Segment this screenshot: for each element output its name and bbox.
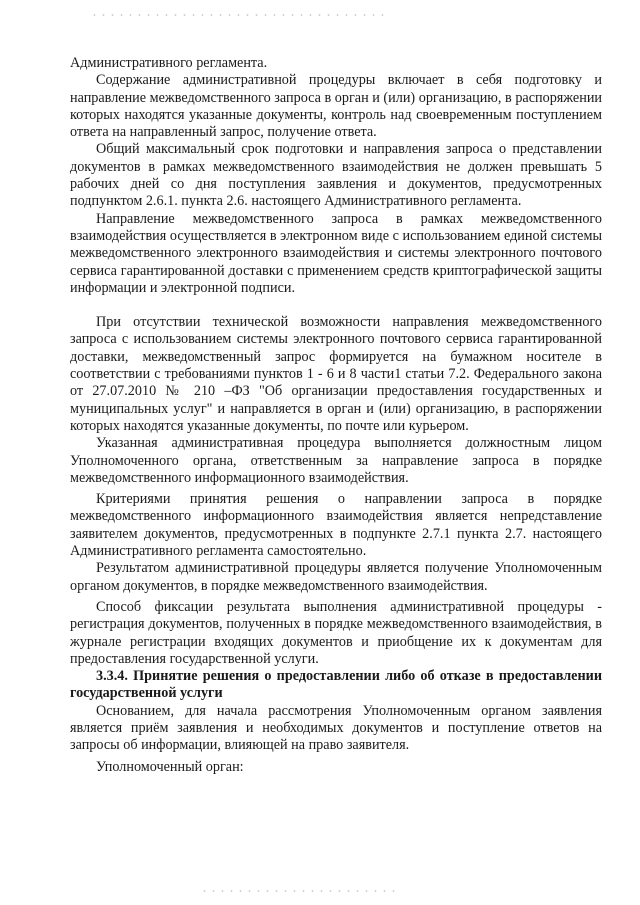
scan-artifact-top <box>90 12 390 18</box>
paragraph-max-term: Общий максимальный срок подготовки и направления запроса о представлении документов в рамках межведомственного взаимодействия не должен превышать 5 рабочих дней со дня поступления заявления и документов, предусмотренных подпунктом 2.6.1. пункта 2.6. настоящего Административного регламента. <box>70 141 602 210</box>
paragraph-result: Результатом административной процедуры является получение Уполномоченным органом документов, в порядке межведомственного взаимодействия. <box>70 560 602 594</box>
paragraph-regulation-end: Административного регламента. <box>70 55 268 71</box>
paragraph-criteria: Критериями принятия решения о направлении запроса в порядке межведомственного информационного взаимодействия является непредставление заявителем документов, предусмотренных в подпункте 2.7.1 пункта 2.7. настоящего Административного регламента самостоятельно. <box>70 491 602 560</box>
paragraph-grounds: Основанием, для начала рассмотрения Уполномоченным органом заявления является приём заявления и необходимых документов и поступление ответов на запросы об информации, влияющей на право заявителя. <box>70 702 602 754</box>
paragraph-fixation-method: Способ фиксации результата выполнения административной процедуры - регистрация документов, полученных в порядке межведомственного взаимодействия, в журнале регистрации входящих документов и приобщение их к документам для предоставления государственной услуги. <box>70 598 602 667</box>
paragraph-paper-request: При отсутствии технической возможности направления межведомственного запроса с использованием системы электронного почтового сервиса гарантированной доставки, межведомственный запрос формируется на бумажном носителе в соответствии с требованиями пунктов 1 - 6 и 8 части1 статьи 7.2. Федерального закона от 27.07.2010 № 210 –ФЗ "Об организации предоставления государственных и муниципальных услуг" и направляется в орган и (или) организацию, в распоряжении которых находятся указанные документы, по почте или курьером. <box>70 314 602 434</box>
paragraph-authorized-body: Уполномоченный орган: <box>96 758 244 775</box>
scan-artifact-bottom <box>200 888 400 894</box>
paragraph-electronic-request: Направление межведомственного запроса в рамках межведомственного взаимодействия осуществляется в электронном виде с использованием единой системы межведомственного электронного взаимодействия и системы электронного почтового сервиса гарантированной доставки с применением средств криптографической защиты информации и электронной подписи. <box>70 210 602 296</box>
paragraph-procedure-content: Содержание административной процедуры включает в себя подготовку и направление межведомственного запроса в орган и (или) организацию, в распоряжении которых находятся указанные документы, контроль над своевременным поступлением ответа на направленный запрос, получение ответа. <box>70 72 602 141</box>
paragraph-responsible-official: Указанная административная процедура выполняется должностным лицом Уполномоченного органа, ответственным за направление запроса в порядке межведомственного информационного взаимодействия. <box>70 435 602 486</box>
section-heading-3-3-4: 3.3.4. Принятие решения о предоставлении либо об отказе в предоставлении государственной услуги <box>70 668 602 702</box>
